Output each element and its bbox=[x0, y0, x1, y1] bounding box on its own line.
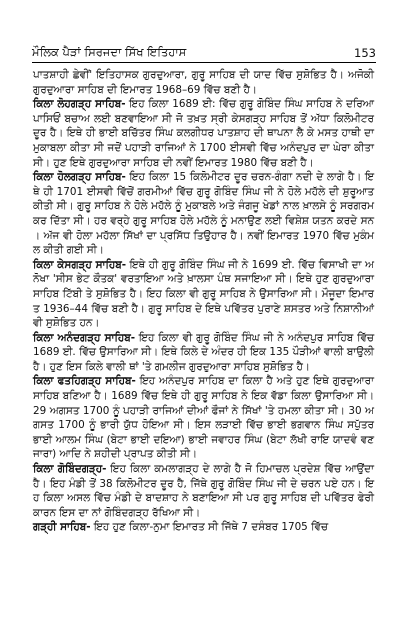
paragraph-text: ਇਹ ਕਿਲਾ 1689 ਈ: ਵਿੱਚ ਗੁਰੂ ਗੋਬਿੰਦ ਸਿੰਘ ਸਾਹਿਬ ਨੇ ਦਰਿਆ ਪਾਸਿਓਂ ਬਚਾਅ ਲਈ ਬਣਵਾਇਆ ਸੀ ਜੋ ਤਖ਼ਤ ਸ੍ਰੀ ਕੇਸਗੜ੍ਹ ਸਾਹਿਬ ਤੋਂ ਅੱਧਾ ਕਿਲੋਮੀਟਰ ਦੂਰ ਹੈ। ਇਥੇ ਹੀ ਭਾਈ ਬਚਿੱਤਰ ਸਿੰਘ ਕਲਗੀਧਰ ਪਾਤਸ਼ਾਹ ਦੀ ਥਾਪਨਾ ਲੈ ਕੇ ਮਸਤ ਹਾਥੀ ਦਾ ਮੁਕਾਬਲਾ ਕੀਤਾ ਸੀ ਜਦੋਂ ਪਹਾੜੀ ਰਾਜਿਆਂ ਨੇ 1700 ਈਸਵੀ ਵਿੱਚ ਅਨੰਦਪੁਰ ਦਾ ਘੇਰਾ ਕੀਤਾ ਸੀ। ਹੁਣ ਇਥੇ ਗੁਰਦੁਆਰਾ ਸਾਹਿਬ ਦੀ ਨਵੀਂ ਇਮਾਰਤ 1980 ਵਿੱਚ ਬਣੀ ਹੈ। bbox=[33, 98, 374, 169]
paragraph-text: ਪਾਤਸ਼ਾਹੀ ਛੇਵੀਂ' ਇਤਿਹਾਸਕ ਗੁਰਦੁਆਰਾ, ਗੁਰੂ ਸਾਹਿਬ ਦੀ ਯਾਦ ਵਿੱਚ ਸੁਸ਼ੋਭਿਤ ਹੈ। ਅਜੋਕੀ ਗੁਰਦੁਆਰਾ ਸਾਹਿਬ ਦੀ ਇਮਾਰਤ 1968–69 ਵਿੱਚ ਬਣੀ ਹੈ। bbox=[33, 69, 374, 96]
paragraph-kila-holgarh bbox=[33, 170, 374, 258]
paragraph-text: ਇਹ ਕਿਲਾ 15 ਕਿਲੋਮੀਟਰ ਦੂਰ ਚਰਨ-ਗੰਗਾ ਨਦੀ ਦੇ ਲਾਗੇ ਹੈ। ਇਥੇ ਹੀ 1701 ਈਸਵੀ ਵਿੱਚੋਂ ਗਰਮੀਆਂ ਵਿੱਚ ਗੁਰੂ ਗੋਬਿੰਦ ਸਿੰਘ ਜੀ ਨੇ ਹੋਲੇ ਮਹੱਲੇ ਦੀ ਸ਼ੁਰੂਆਤ ਕੀਤੀ ਸੀ। ਗੁਰੂ ਸਾਹਿਬ ਨੇ ਹੋਲੇ ਮਹੱਲੇ ਨੂੰ ਮੁਕਾਬਲੇ ਅਤੇ ਜੰਗਜੂ ਖੇਡਾਂ ਨਾਲ ਖ਼ਾਲਸੇ ਨੂੰ ਸਰਗਰਮ ਕਰ ਦਿੱਤਾ ਸੀ। ਹਰ ਵਰ੍ਹੇ ਗੁਰੂ ਸਾਹਿਬ ਹੋਲੇ ਮਹੱਲੇ ਨੂੰ ਮਨਾਉਣ ਲਈ ਵਿਸ਼ੇਸ਼ ਯਤਨ ਕਰਦੇ ਸਨ। ਅੱਜ ਵੀ ਹੋਲਾ ਮਹੱਲਾ ਸਿੱਖਾਂ ਦਾ ਪ੍ਰਸਿੱਧ ਤਿਉਹਾਰ ਹੈ। ਨਵੀਂ ਇਮਾਰਤ 1970 ਵਿੱਚ ਮੁਕੰਮਲ ਕੀਤੀ ਗਈ ਸੀ। bbox=[33, 171, 374, 257]
paragraph-text: ਇਹ ਕਿਲਾ ਵੀ ਗੁਰੂ ਗੋਬਿੰਦ ਸਿੰਘ ਜੀ ਨੇ ਅਨੰਦਪੁਰ ਸਾਹਿਬ ਵਿੱਚ 1689 ਈ. ਵਿੱਚ ਉਸਾਰਿਆ ਸੀ। ਇਥੇ ਕਿਲੇ ਦੇ ਅੰਦਰ ਹੀ ਇਕ 135 ਪੌੜੀਆਂ ਵਾਲੀ ਬਾਉਲੀ ਹੈ। ਹੁਣ ਇਸ ਕਿਲੇ ਵਾਲੀ ਥਾਂ 'ਤੇ ਗਮਲੀਜ ਗੁਰਦੁਆਰਾ ਸਾਹਿਬ ਸੁਸ਼ੋਭਿਤ ਹੈ। bbox=[33, 331, 374, 373]
paragraph-lead: ਕਿਲਾ ਹੋਲਗੜ੍ਹ ਸਾਹਿਬ- bbox=[33, 171, 126, 184]
paragraph-kila-kesgarh bbox=[33, 258, 374, 331]
paragraph-continuation bbox=[33, 68, 374, 97]
paragraph-kila-anandgarh bbox=[33, 331, 374, 375]
paragraph-lead: ਗੜ੍ਹੀ ਸਾਹਿਬ- bbox=[33, 521, 91, 534]
paragraph-lead: ਕਿਲਾ ਕੇਸਗੜ੍ਹ ਸਾਹਿਬ- bbox=[33, 258, 127, 271]
paragraph-text: ਇਹ ਅਨੰਦਪੁਰ ਸਾਹਿਬ ਦਾ ਕਿਲਾ ਹੈ ਅਤੇ ਹੁਣ ਇਥੇ ਗੁਰਦੁਆਰਾ ਸਾਹਿਬ ਬਣਿਆ ਹੈ। 1689 ਵਿੱਚ ਇਥੇ ਹੀ ਗੁਰੂ ਸਾਹਿਬ ਨੇ ਇਕ ਵੱਡਾ ਕਿਲਾ ਉਸਾਰਿਆ ਸੀ। 29 ਅਗਸਤ 1700 ਨੂੰ ਪਹਾੜੀ ਰਾਜਿਆਂ ਦੀਆਂ ਫੌਜਾਂ ਨੇ ਸਿੱਖਾਂ 'ਤੇ ਹਮਲਾ ਕੀਤਾ ਸੀ। 30 ਅਗਸਤ 1700 ਨੂੰ ਭਾਰੀ ਯੁੱਧ ਹੋਇਆ ਸੀ। ਇਸ ਲੜਾਈ ਵਿੱਚ ਭਾਈ ਭਗਵਾਨ ਸਿੰਘ ਸਪੁੱਤਰ ਭਾਈ ਆਲਮ ਸਿੰਘ (ਬੇਟਾ ਭਾਈ ਦਇਆ) ਭਾਈ ਜਵਾਹਰ ਸਿੰਘ (ਬੇਟਾ ਲੱਖੀ ਰਾਇ ਯਾਦਵੰ ਵਣਜਾਰਾ) ਆਦਿ ਨੇ ਸ਼ਹੀਦੀ ਪ੍ਰਾਪਤ ਕੀਤੀ ਸੀ। bbox=[33, 375, 374, 461]
page-body bbox=[33, 68, 374, 630]
paragraph-garhi-sahib bbox=[33, 520, 374, 535]
paragraph-lead: ਕਿਲਾ ਲੋਹਗੜ੍ਹ ਸਾਹਿਬ- bbox=[33, 98, 126, 111]
paragraph-text: ਇਥੇ ਹੀ ਗੁਰੂ ਗੋਬਿੰਦ ਸਿੰਘ ਜੀ ਨੇ 1699 ਈ. ਵਿੱਚ ਵਿਸਾਖੀ ਦਾ ਅਨੋਖਾ 'ਸੀਸ ਭੇਟ ਕੌਤਕ' ਵਰਤਾਇਆ ਅਤੇ ਖ਼ਾਲਸਾ ਪੰਥ ਸਜਾਇਆ ਸੀ। ਇਥੇ ਹੁਣ ਗੁਰਦੁਆਰਾ ਸਾਹਿਬ ਟਿੱਬੀ ਤੇ ਸੁਸ਼ੋਭਿਤ ਹੈ। ਇਹ ਕਿਲਾ ਵੀ ਗੁਰੂ ਸਾਹਿਬ ਨੇ ਉਸਾਰਿਆ ਸੀ। ਮੌਜੂਦਾ ਇਮਾਰਤ 1936–44 ਵਿੱਚ ਬਣੀ ਹੈ। ਗੁਰੂ ਸਾਹਿਬ ਦੇ ਇਥੇ ਪਵਿੱਤਰ ਪੁਰਾਣੇ ਸ਼ਸਤਰ ਅਤੇ ਨਿਸ਼ਾਨੀਆਂ ਵੀ ਸੁਸ਼ੋਭਿਤ ਹਨ। bbox=[33, 258, 374, 330]
paragraph-kila-fatehgarh bbox=[33, 374, 374, 462]
paragraph-kila-gobindgarh bbox=[33, 462, 374, 520]
paragraph-lead: ਕਿਲਾ ਫਤਹਿਗੜ੍ਹ ਸਾਹਿਬ- bbox=[33, 375, 136, 388]
running-header bbox=[32, 42, 376, 60]
paragraph-text: ਇਹ ਕਿਲਾ ਕਮਲਾਗੜ੍ਹ ਦੇ ਲਾਗੇ ਹੈ ਜੋ ਹਿਮਾਚਲ ਪ੍ਰਦੇਸ਼ ਵਿੱਚ ਆਉਂਦਾ ਹੈ। ਇਹ ਮੰਡੀ ਤੋਂ 38 ਕਿਲੋਮੀਟਰ ਦੂਰ ਹੈ, ਜਿੱਥੇ ਗੁਰੂ ਗੋਬਿੰਦ ਸਿੰਘ ਜੀ ਦੇ ਚਰਨ ਪਏ ਹਨ। ਇਹ ਕਿਲਾ ਅਸਲ ਵਿੱਚ ਮੰਡੀ ਦੇ ਬਾਦਸ਼ਾਹ ਨੇ ਬਣਾਇਆ ਸੀ ਪਰ ਗੁਰੂ ਸਾਹਿਬ ਦੀ ਪਵਿੱਤਰ ਫੇਰੀ ਕਾਰਨ ਇਸ ਦਾ ਨਾਂ ਗੋਬਿੰਦਗੜ੍ਹ ਰੱਖਿਆ ਸੀ। bbox=[33, 463, 374, 519]
paragraph-lead: ਕਿਲਾ ਅਨੰਦਗੜ੍ਹ ਸਾਹਿਬ- bbox=[33, 331, 136, 344]
page-number: 153 bbox=[354, 46, 376, 60]
running-title: ਮੌਲਿਕ ਪੈੜਾਂ ਸਿਰਜਦਾ ਸਿੱਖ ਇਤਿਹਾਸ bbox=[32, 45, 187, 59]
paragraph-kila-lohgarh bbox=[33, 97, 374, 170]
paragraph-lead: ਕਿਲਾ ਗੋਬਿੰਦਗੜ੍ਹ- bbox=[33, 463, 107, 476]
header-divider bbox=[32, 62, 376, 63]
paragraph-text: ਇਹ ਹੁਣ ਕਿਲਾ-ਨੁਮਾ ਇਮਾਰਤ ਸੀ ਜਿੱਥੇ 7 ਦਸੰਬਰ 1705 ਵਿੱਚ bbox=[90, 521, 328, 534]
